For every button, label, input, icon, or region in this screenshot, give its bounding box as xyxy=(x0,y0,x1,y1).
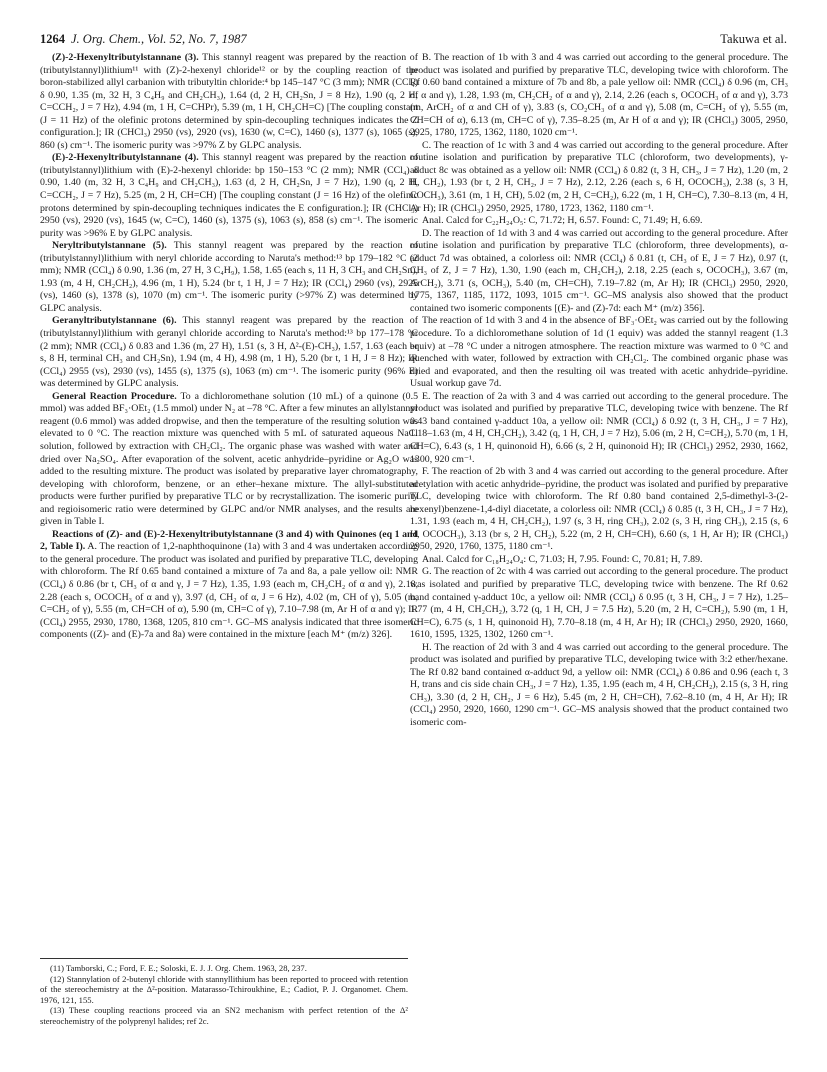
paragraph-compound-6 xyxy=(40,315,418,390)
paragraph-reaction-d-no-bf3 xyxy=(410,315,788,390)
footnotes xyxy=(40,958,408,1027)
paragraph-reaction-h xyxy=(410,642,788,730)
paragraph-lead: General Reaction Procedure. xyxy=(52,390,177,402)
paragraph-text: B. The reaction of 1b with 3 and 4 was carried out according to the general procedure. The product was isolated and purified by preparative TLC, developing twice with chloroform. The Rf 0.60 band contained a mixture of 7b and 8b, a pale yellow oil: NMR (CCl₄) δ 0.96 (m, CH₃ of α and γ), 1.28, 1.93 (m, CH₂CH₂ of α and γ), 2.14, 2.26 (each s, OCOCH₃ of α and γ), 3.73 (m, ArCH₂ of α and CH of γ), 3.83 (s, CO₂CH₃ of α and γ), 5.08 (m, C=CH₂ of γ), 5.55 (m, CH=CH of α), 6.13 (m, CH=C of γ), 7.35–8.25 (m, Ar H of α and γ); IR (CHCl₃) 3005, 2950, 2925, 1780, 1725, 1362, 1180, 1020 cm⁻¹. xyxy=(410,52,788,139)
paragraph-reaction-g xyxy=(410,566,788,641)
paragraph-lead: (E)-2-Hexenyltributylstannane (4). xyxy=(52,152,199,164)
paragraph-text: E. The reaction of 2a with 3 and 4 was carried out according to the general procedure. The product was isolated and purified by preparative TLC, developing twice with benzene. The Rf 0.43 band contained γ-adduct 10a, a yellow oil: NMR (CCl₄) δ 0.92 (t, 3 H, CH₃, J = 7 Hz), 1.18–1.63 (m, 4 H, CH₂CH₂), 3.42 (q, 1 H, CH, J = 7 Hz), 5.06 (m, 2 H, C=CH₂), 5.70 (m, 1 H, CH=C), 6.43 (s, 1 H, quinonoid H), 6.66 (s, 2 H, quinonoid H); IR (CHCl₃) 2952, 2930, 1662, 1300, 920 cm⁻¹. xyxy=(410,390,788,465)
paragraph-text: The reaction of 1d with 3 and 4 in the absence of BF₃·OEt₂ was carried out by the following procedure. To a dichloromethane solution of 1d (1 equiv) was added the stannyl reagent (1.3 equiv) at –78 °C under a nitrogen atmosphere. The reaction mixture was warmed to 0 °C and quenched with water, followed by extraction with CH₂Cl₂. The combined organic phase was dried and evaporated, and then the resulting oil was treated with acetic anhydride–pyridine. Usual workup gave 7d. xyxy=(410,315,788,390)
paragraph-reaction-f xyxy=(410,466,788,554)
paragraph-reaction-d xyxy=(410,228,788,316)
page-number: 1264 xyxy=(40,32,65,46)
paragraph-reactions-with-quinones xyxy=(40,529,418,642)
paragraph-text: This stannyl reagent was prepared by the reaction of (tributylstannyl)lithium with geranyl chloride according to Naruta's method:¹³ bp 177–178 °C (2 mm); NMR (CCl₄) δ 0.83 and 1.36 (m, 27 H), 1.51 (s, 3 H, Δ²-(E)-CH₃), 1.57, 1.63 (each br s, 8 H, terminal CH₃ and CH₂Sn), 1.94 (m, 4 H), 4.98 (m, 1 H), 5.20 (br t, 1 H, J = 8 Hz); IR (CCl₄) 2955 (vs), 2930 (vs), 1455 (s), 1375 (s), 1063 (m) cm⁻¹. The isomeric purity (96% E) was determined by GLPC analysis. xyxy=(40,315,418,390)
right-column xyxy=(410,52,788,730)
paragraph-compound-3 xyxy=(40,52,418,152)
author-line: Takuwa et al. xyxy=(720,32,787,46)
paragraph-reaction-e xyxy=(410,391,788,466)
paragraph-text: To a dichloromethane solution (10 mL) of a quinone (0.5 mmol) was added BF₃·OEt₂ (1.5 mmol) under N₂ at –78 °C. After a few minutes an allylstannyl reagent (0.6 mmol) was added dropwise, and then the temperature of the resulting solution was elevated to 0 °C. The reaction mixture was quenched with 5 mL of saturated aqueous NaCl solution, followed by extraction with CH₂Cl₂. The organic phase was washed with water and dried over Na₂SO₄. After evaporation of the solvent, acetic anhydride–pyridine or Ag₂O was added to the resulting mixture. The product was isolated by preparative layer chromatography, developing with chloroform, benzene, or an ether–hexane mixture. The allyl-substituted products were further purified by preparative TLC or by recrystallization. The isomeric purity and regioisomeric ratio were determined by GLPC and/or NMR analyses, and the results are given in Table I. xyxy=(40,390,418,528)
paragraph-lead: Neryltributylstannane (5). xyxy=(52,240,167,252)
paragraph-lead: (Z)-2-Hexenyltributylstannane (3). xyxy=(52,52,199,63)
paragraph-text: A. The reaction of 1,2-naphthoquinone (1a) with 3 and 4 was undertaken according to the general procedure. The product was isolated and purified by preparative TLC, developing with chloroform. The Rf 0.65 band contained a mixture of 7a and 8a, a pale yellow oil: NMR (CCl₄) δ 0.86 (br t, CH₃ of α and γ, J = 7 Hz), 1.35, 1.93 (each m, CH₂CH₂ of α and γ), 2.18, 2.28 (each s, OCOCH₃ of α and γ), 3.97 (d, CH₂ of α, J = 6 Hz), 4.02 (m, CH of γ), 5.05 (m, C=CH₂ of γ), 5.55 (m, CH=CH of α), 5.90 (m, CH=C of γ), 7.10–7.98 (m, Ar H of α and γ); IR (CCl₄) 2955, 2930, 1780, 1368, 1205, 810 cm⁻¹. GC–MS analysis indicated that three isomeric components ((Z)- and (E)-7a and 8a) were contained in the mixture [each M⁺ (m/z) 326]. xyxy=(40,541,419,641)
footnote-11: (11) Tamborski, C.; Ford, F. E.; Soloski, E. J. J. Org. Chem. 1963, 28, 237. xyxy=(50,963,307,973)
paragraph-lead: Reactions of (Z)- and (E)-2-Hexenyltributylstannane (3 and 4) with Quinones (eq 1 and 2, Table I). xyxy=(40,528,418,553)
paragraph-compound-4 xyxy=(40,152,418,240)
running-head-left xyxy=(40,30,247,48)
paragraph-compound-5 xyxy=(40,240,418,315)
paragraph-text: This stannyl reagent was prepared by the reaction of (tributylstannyl)lithium¹¹ with (Z)-2-hexenyl chloride¹² or by the coupling reaction of the boron-stabilized allyl carbanion with tributyltin chloride:⁴ bp 145–147 °C (3 mm); NMR (CCl₄) δ 0.90, 1.35 (m, 32 H, 3 C₄H₉ and CH₂CH₃), 1.64 (d, 2 H, CH₂Sn, J = 8 Hz), 1.90 (q, 2 H, C=CCH₂, J = 7 Hz), 4.94 (m, 1 H, C=CHPr), 5.39 (m, 1 H, CH₂CH=C) [The coupling constant (J = 11 Hz) of the olefinic protons determined by spin-decoupling techniques indicates the Z configuration.]; IR (CHCl₃) 2950 (vs), 2920 (vs), 1630 (w, C=C), 1460 (s), 1377 (s), 1065 (s), 860 (s) cm⁻¹. The isomeric purity was >97% Z by GLPC analysis. xyxy=(40,52,418,151)
paragraph-text: C. The reaction of 1c with 3 and 4 was carried out according to the general procedure. After routine isolation and purification by preparative TLC (chloroform, two developments), γ-adduct 8c was obtained as a yellow oil: NMR (CCl₄) δ 0.82 (t, 3 H, CH₃, J = 7 Hz), 1.20 (m, 2 H, CH₂), 1.93 (br t, 2 H, CH₂, J = 7 Hz), 2.12, 2.26 (each s, 6 H, OCOCH₃), 2.38 (s, 3 H, COCH₃), 3.61 (m, 1 H, CH), 5.02 (m, 2 H, C=CH₂), 6.22 (m, 1 H, CH=C), 7.30–8.13 (m, 4 H, Ar H); IR (CHCl₃) 2950, 2925, 1780, 1723, 1362, 1180 cm⁻¹. xyxy=(410,139,788,214)
paragraph-analysis-c xyxy=(410,215,788,228)
left-column xyxy=(40,52,418,642)
paragraph-general-procedure xyxy=(40,391,418,529)
footnote-12: (12) Stannylation of 2-butenyl chloride with stannyllithium has been reported to proceed with retention of the stereochemistry at the Δ²-position. Matarasso-Tchiroukhine, E.; Cadiot, P. J. Organomet. Chem. 1976, 121, 155. xyxy=(40,973,408,1005)
paragraph-text: G. The reaction of 2c with 4 was carried out according to the general procedure. The product was isolated and purified by preparative TLC, developing twice with benzene. The Rf 0.62 band contained γ-adduct 10c, a yellow oil: NMR (CCl₄) δ 0.95 (t, 3 H, CH₃, J = 7 Hz), 1.25–1.77 (m, 4 H, CH₂CH₂), 3.72 (q, 1 H, CH, J = 7.5 Hz), 5.20 (m, 2 H, C=CH₂), 5.90 (m, 1 H, CH=C), 6.75 (s, 1 H, quinonoid H), 7.70–8.18 (m, 4 H, Ar H); IR (CHCl₃) 2950, 2920, 1660, 1610, 1595, 1325, 1302, 1260 cm⁻¹. xyxy=(410,566,788,641)
running-head xyxy=(40,30,787,48)
paragraph-text: Anal. Calcd for C₂₂H₂₄O₅: C, 71.72; H, 6.57. Found: C, 71.49; H, 6.69. xyxy=(422,215,703,227)
paragraph-reaction-b xyxy=(410,52,788,140)
paragraph-text: This stannyl reagent was prepared by the reaction of (tributylstannyl)lithium with neryl chloride according to Naruta's method:¹³ bp 179–182 °C (2 mm); NMR (CCl₄) δ 0.90, 1.36 (m, 27 H, 3 C₄H₉), 1.58, 1.65 (each s, 11 H, 3 CH₃ and CH₂Sn), 1.93 (m, 4 H, CH₂CH₂), 4.96 (m, 1 H), 5.24 (br t, 1 H, J = 7 Hz); IR (CCl₄) 2960 (vs), 2925 (vs), 1460 (s), 1378 (s), 1070 (m) cm⁻¹. The isomeric purity (>97% Z) was determined by GLPC analysis. xyxy=(40,240,418,314)
paragraph-lead: Geranyltributylstannane (6). xyxy=(52,315,177,327)
paragraph-text: F. The reaction of 2b with 3 and 4 was carried out according to the general procedure. After acetylation with acetic anhydride–pyridine, the product was isolated and purified by preparative TLC, developing twice with chloroform. The Rf 0.80 band contained 2,5-dimethyl-3-(2-hexenyl)benzene-1,4-diyl diacetate, a colorless oil: NMR (CCl₄) δ 0.85 (t, 3 H, CH₃, J = 7 Hz), 1.31, 1.93 (each m, 4 H, CH₂CH₂), 1.97 (s, 3 H, ring CH₃), 2.02 (s, 3 H, ring CH₃), 2.15 (s, 6 H, OCOCH₃), 3.13 (br s, 2 H, CH₂), 5.22 (m, 2 H, CH=CH), 6.60 (s, 1 H, Ar H); IR (CHCl₃) 2950, 2920, 1760, 1375, 1180 cm⁻¹. xyxy=(410,466,788,553)
paragraph-text: H. The reaction of 2d with 3 and 4 was carried out according to the general procedure. The product was isolated and purified by preparative TLC, developing twice with 3:2 ether/hexane. The Rf 0.82 band contained α-adduct 9d, a yellow oil: NMR (CCl₄) δ 0.86 and 0.96 (each t, 3 H, trans and cis side chain CH₃, J = 7 Hz), 1.35, 1.95 (each m, 4 H, CH₂CH₂), 2.15 (s, 3 H, ring CH₃), 3.30 (d, 2 H, CH₂, J = 6 Hz), 5.45 (m, 2 H, CH=CH), 7.62–8.10 (m, 4 H, Ar H); IR (CCl₄) 2950, 2920, 1660, 1290 cm⁻¹. GC–MS analysis showed that the product contained two isomeric com- xyxy=(410,641,788,728)
paragraph-text: This stannyl reagent was prepared by the reaction of (tributylstannyl)lithium with (E)-2-hexenyl chloride: bp 150–153 °C (2 mm); NMR (CCl₄) δ 0.90, 1.40 (m, 32 H, 3 C₄H₉ and CH₂CH₃), 1.63 (d, 2 H, CH₂Sn, J = 7 Hz), 1.90 (q, 2 H, C=CCH₂, J = 7 Hz), 5.25 (m, 2 H, CH=CH) [The coupling constant (J = 16 Hz) of the olefinic protons determined by spin-decoupling techniques indicates the E configuration.]; IR (CHCl₃) 2950 (vs), 2920 (vs), 1645 (w, C=C), 1460 (s), 1375 (s), 1063 (s), 858 (s) cm⁻¹. The isomeric purity was >96% E by GLPC analysis. xyxy=(40,152,418,239)
footnote-13: (13) These coupling reactions proceed via an SN2 mechanism with perfect retention of the Δ² stereochemistry of the polyprenyl halides; ref 2c. xyxy=(40,1005,408,1026)
paragraph-reaction-c xyxy=(410,140,788,215)
paragraph-text: Anal. Calcd for C₁₈H₂₄O₄: C, 71.03; H, 7.95. Found: C, 70.81; H, 7.89. xyxy=(422,553,703,565)
paragraph-text: D. The reaction of 1d with 3 and 4 was carried out according to the general procedure. After routine isolation and purification by preparative TLC (chloroform, three developments), α-adduct 7d was obtained, a colorless oil: NMR (CCl₄) δ 0.81 (t, CH₃ of E, J = 7 Hz), 0.97 (t, CH₃ of Z, J = 7 Hz), 1.30, 1.90 (each m, CH₂CH₂), 2.18, 2.25 (each s, OCOCH₃), 3.67 (m, ArCH₂), 3.71 (s, OCH₃), 5.40 (m, CH=CH), 7.19–7.82 (m, Ar H); IR (CHCl₃) 2950, 2920, 1775, 1367, 1185, 1172, 1093, 1015 cm⁻¹. GC–MS analysis also showed that the product contained two isomeric components [(E)- and (Z)-7d: each M⁺ (m/z) 356]. xyxy=(410,227,788,314)
journal-citation: J. Org. Chem., Vol. 52, No. 7, 1987 xyxy=(71,32,247,46)
paragraph-analysis-f xyxy=(410,554,788,567)
